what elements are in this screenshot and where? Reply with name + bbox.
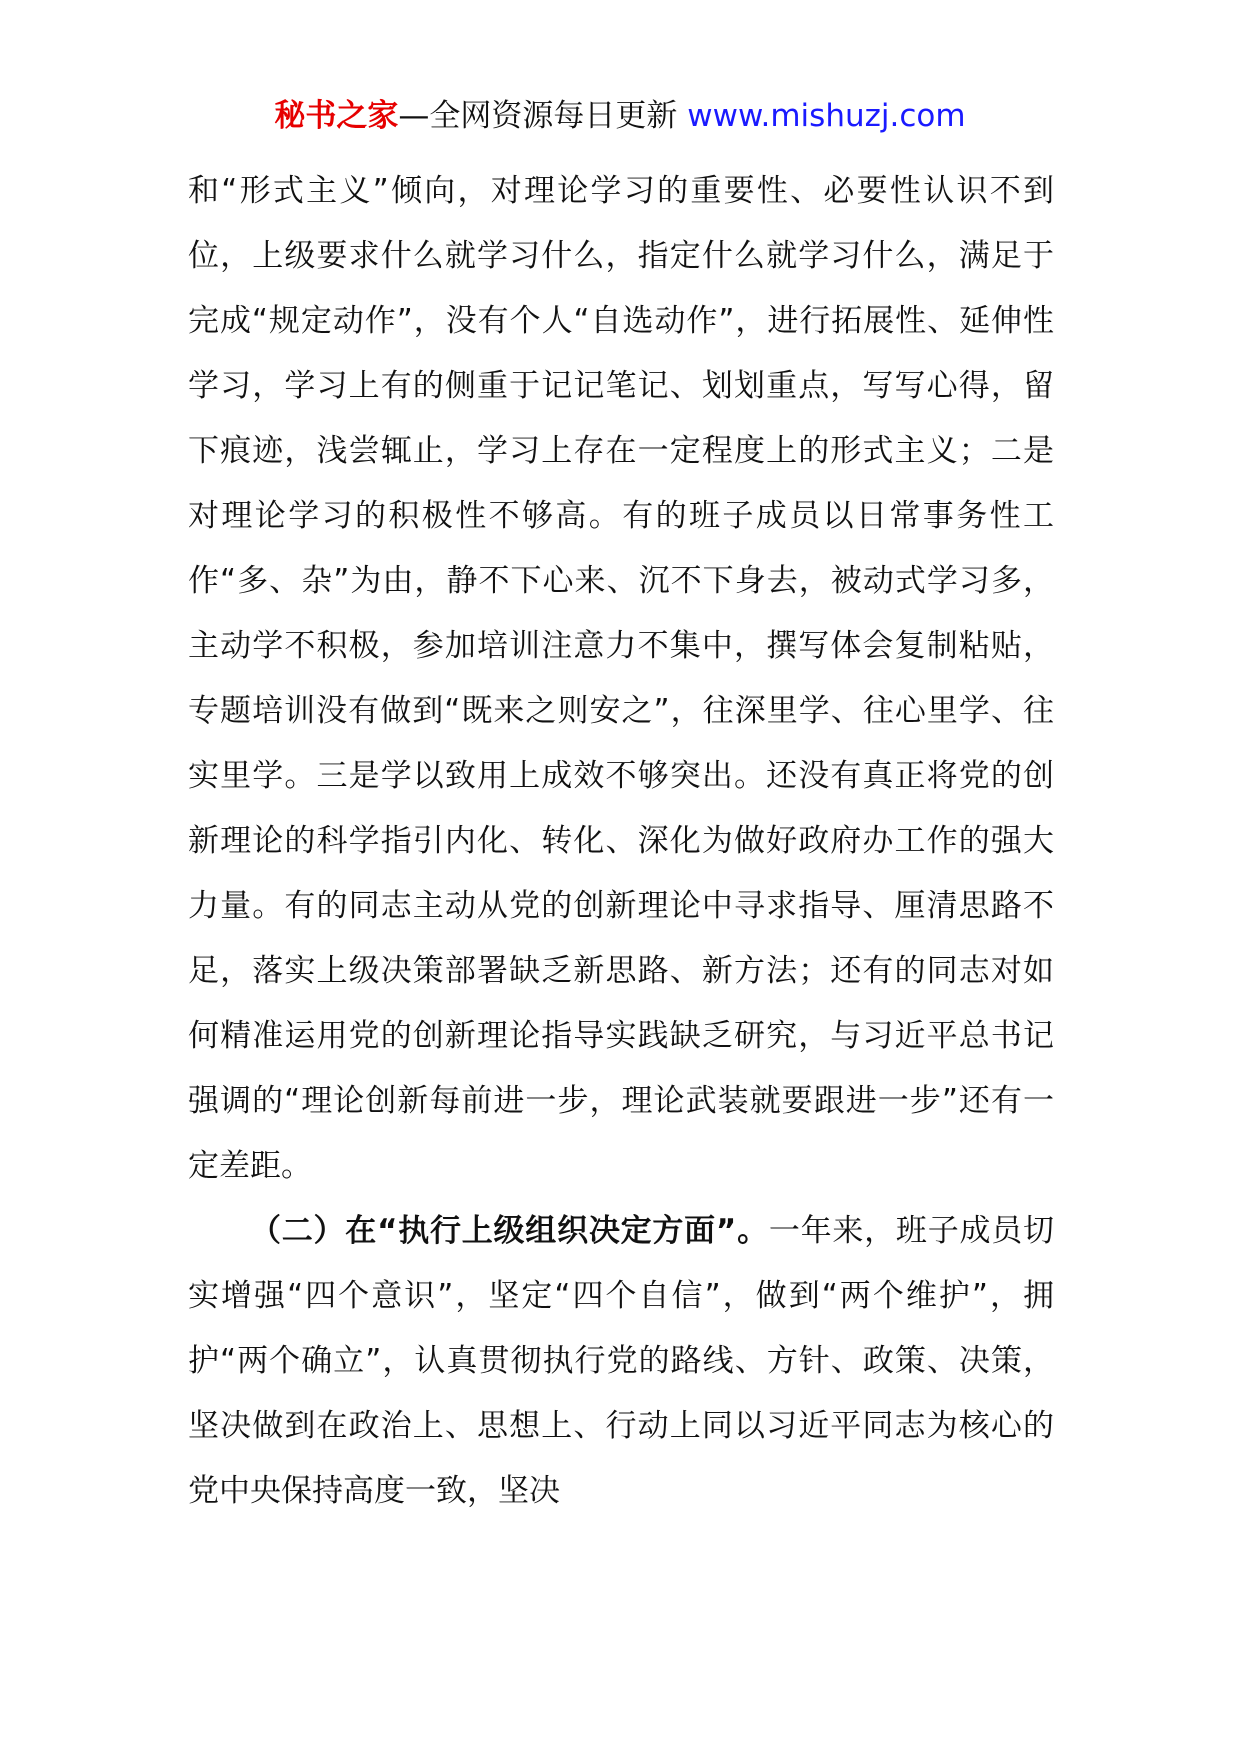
header-tagline: —全网资源每日更新 <box>398 98 678 134</box>
document-body <box>188 159 1054 1524</box>
section-text: 一年来，班子成员切实增强“四个意识”，坚定“四个自信”，做到“两个维护”，拥护“两个确立”，认真贯彻执行党的路线、方针、政策、决策，坚决做到在政治上、思想上、行动上同以习近平同志为核心的党中央保持高度一致，坚决 <box>188 1213 1055 1509</box>
document-header <box>0 96 1240 136</box>
header-brand: 秘书之家 <box>274 98 399 134</box>
body-paragraph-2 <box>188 1199 1054 1524</box>
body-paragraph-1: 和“形式主义”倾向，对理论学习的重要性、必要性认识不到位，上级要求什么就学习什么，指定什么就学习什么，满足于完成“规定动作”，没有个人“自选动作”，进行拓展性、延伸性学习，学习上有的侧重于记记笔记、划划重点，写写心得，留下痕迹，浅尝辄止，学习上存在一定程度上的形式主义；二是对理论学习的积极性不够高。有的班子成员以日常事务性工作“多、杂”为由，静不下心来、沉不下身去，被动式学习多，主动学不积极，参加培训注意力不集中，撰写体会复制粘贴，专题培训没有做到“既来之则安之”，往深里学、往心里学、往实里学。三是学以致用上成效不够突出。还没有真正将党的创新理论的科学指引内化、转化、深化为做好政府办工作的强大力量。有的同志主动从党的创新理论中寻求指导、厘清思路不足，落实上级决策部署缺乏新思路、新方法；还有的同志对如何精准运用党的创新理论指导实践缺乏研究，与习近平总书记强调的“理论创新每前进一步，理论武装就要跟进一步”还有一定差距。 <box>188 173 1054 1184</box>
section-heading: （二）在“执行上级组织决定方面”。 <box>250 1213 769 1249</box>
header-url-link[interactable]: www.mishuzj.com <box>687 98 966 134</box>
